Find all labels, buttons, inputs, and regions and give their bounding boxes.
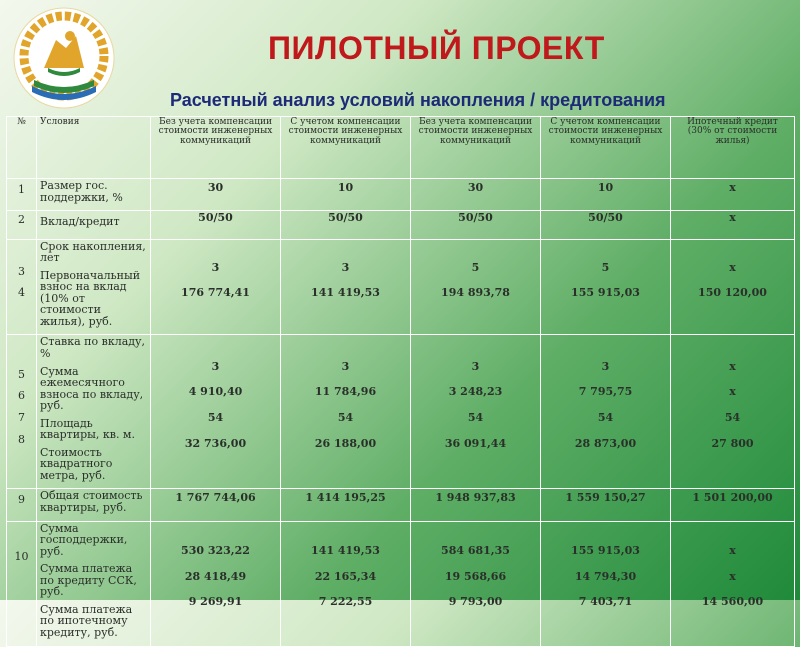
cell-value: 30 (207, 180, 224, 194)
cell-value: 3 (341, 260, 350, 274)
value-cell (281, 489, 411, 521)
value-cell (671, 179, 795, 211)
condition-label: Сумма платежа по кредиту ССК, руб. (40, 562, 137, 599)
table-row (7, 521, 795, 646)
value-cell (411, 179, 541, 211)
row-number: 5 (18, 367, 25, 381)
cell-value: 141 419,53 (311, 544, 380, 558)
cell-value: 28 873,00 (574, 436, 637, 450)
cell-value: 5 (601, 260, 610, 274)
cell-value: 54 (597, 410, 614, 424)
value-cell (541, 335, 671, 489)
cell-value: 14 560,00 (701, 595, 764, 609)
row-number: 10 (14, 550, 29, 564)
row-number: 7 (18, 410, 25, 424)
cell-value: х (729, 385, 736, 399)
cell-value: 155 915,03 (571, 286, 640, 300)
cell-value: 50/50 (328, 211, 363, 225)
row-number-cell (7, 179, 37, 211)
value-cell (541, 179, 671, 211)
condition-label: Сумма ежемесячного взноса по вкладу, руб. (40, 364, 144, 413)
row-number-cell (7, 335, 37, 489)
cell-value: 50/50 (198, 211, 233, 225)
cell-value: 3 (211, 260, 220, 274)
condition-label: Стоимость квадратного метра, руб. (40, 445, 113, 482)
table-row (7, 179, 795, 211)
cell-value: х (729, 359, 736, 373)
condition-cell (37, 239, 151, 335)
row-number-cell (7, 211, 37, 240)
cell-value: 9 793,00 (448, 595, 503, 609)
cell-value: 32 736,00 (184, 436, 247, 450)
cell-value: 194 893,78 (441, 286, 510, 300)
row-number: 3 (18, 264, 25, 278)
value-cell (281, 521, 411, 646)
condition-label: Вклад/кредит (40, 215, 120, 229)
cell-value: 50/50 (588, 211, 623, 225)
value-cell (541, 489, 671, 521)
analysis-table (6, 116, 795, 647)
value-cell (151, 489, 281, 521)
row-number: 2 (18, 213, 25, 227)
cell-value: 9 269,91 (188, 595, 243, 609)
row-number-cell (7, 489, 37, 521)
cell-value: 155 915,03 (571, 544, 640, 558)
cell-value: 584 681,35 (441, 544, 510, 558)
value-cell (281, 179, 411, 211)
cell-value: 1 767 744,06 (175, 491, 256, 505)
cell-value: 150 120,00 (698, 286, 767, 300)
cell-value: 1 501 200,00 (692, 491, 773, 505)
value-cell (671, 335, 795, 489)
value-cell (671, 211, 795, 240)
value-cell (671, 489, 795, 521)
cell-value: 141 419,53 (311, 286, 380, 300)
value-cell (151, 335, 281, 489)
condition-label: Сумма платежа по ипотечному кредиту, руб. (40, 602, 133, 639)
condition-cell (37, 335, 151, 489)
condition-cell (37, 179, 151, 211)
cell-value: 3 248,23 (448, 385, 503, 399)
cell-value: 3 (211, 359, 220, 373)
row-number: 4 (18, 286, 25, 300)
table-row (7, 211, 795, 240)
table-row (7, 489, 795, 521)
cell-value: 4 910,40 (188, 385, 243, 399)
header-cell: С учетом компенсации стоимости инженерных коммуникаций (281, 117, 411, 179)
table-row (7, 335, 795, 489)
value-cell (281, 211, 411, 240)
header-cell: Ипотечный кредит (30% от стоимости жилья) (671, 117, 795, 179)
header-cell: № (7, 117, 37, 179)
condition-label: Размер гос. поддержки, % (40, 179, 123, 204)
row-number (10, 594, 33, 606)
value-cell (281, 335, 411, 489)
row-number: 9 (18, 493, 25, 507)
row-number-cell (7, 239, 37, 335)
cell-value: 54 (207, 410, 224, 424)
page-subtitle: Расчетный анализ условий накопления / кредитования (170, 90, 666, 110)
value-cell (151, 521, 281, 646)
row-number: 6 (18, 389, 25, 403)
condition-label: Сумма господдержки, руб. (40, 521, 128, 558)
condition-cell (37, 211, 151, 240)
cell-value: 30 (467, 180, 484, 194)
condition-label: Ставка по вкладу, % (40, 335, 145, 361)
cell-value: 50/50 (458, 211, 493, 225)
row-number: 1 (18, 182, 25, 196)
value-cell (411, 489, 541, 521)
cell-value: 27 800 (711, 436, 754, 450)
cell-value: 28 418,49 (184, 569, 247, 583)
value-cell (281, 239, 411, 335)
value-cell (541, 239, 671, 335)
value-cell (411, 239, 541, 335)
cell-value: 7 403,71 (578, 595, 633, 609)
condition-cell (37, 521, 151, 646)
table-row (7, 239, 795, 335)
value-cell (671, 239, 795, 335)
row-number-cell (7, 521, 37, 646)
value-cell (151, 211, 281, 240)
cell-value: 10 (597, 180, 614, 194)
cell-value: 3 (341, 359, 350, 373)
condition-label: Общая стоимость квартиры, руб. (40, 489, 143, 515)
cell-value: х (729, 211, 736, 225)
page-title: ПИЛОТНЫЙ ПРОЕКТ (268, 30, 605, 66)
value-cell (541, 211, 671, 240)
cell-value: х (729, 569, 736, 583)
value-cell (151, 179, 281, 211)
cell-value: 54 (724, 410, 741, 424)
cell-value: 5 (471, 260, 480, 274)
cell-value: 26 188,00 (314, 436, 377, 450)
cell-value: 11 784,96 (314, 385, 377, 399)
condition-label: Площадь квартиры, кв. м. (40, 416, 135, 442)
header-cell: Без учета компенсации стоимости инженерных коммуникаций (151, 117, 281, 179)
row-number (10, 573, 33, 585)
value-cell (411, 211, 541, 240)
cell-value: 1 559 150,27 (565, 491, 646, 505)
bashkortostan-emblem-icon (12, 6, 116, 110)
cell-value: х (729, 260, 736, 274)
cell-value: 176 774,41 (181, 286, 250, 300)
cell-value: 1 414 195,25 (305, 491, 386, 505)
value-cell (411, 521, 541, 646)
cell-value: 19 568,66 (444, 569, 507, 583)
value-cell (411, 335, 541, 489)
cell-value: 7 795,75 (578, 385, 633, 399)
row-number: 8 (18, 432, 25, 446)
cell-value: 54 (467, 410, 484, 424)
cell-value: 530 323,22 (181, 544, 250, 558)
condition-label: Первоначальный взнос на вклад (10% от стоимости жилья), руб. (40, 268, 141, 328)
value-cell (671, 521, 795, 646)
cell-value: 7 222,55 (318, 595, 373, 609)
cell-value: 36 091,44 (444, 436, 507, 450)
condition-label: Срок накопления, лет (40, 239, 146, 265)
value-cell (541, 521, 671, 646)
header-cell: С учетом компенсации стоимости инженерных коммуникаций (541, 117, 671, 179)
cell-value: 3 (601, 359, 610, 373)
cell-value: 54 (337, 410, 354, 424)
cell-value: 1 948 937,83 (435, 491, 516, 505)
cell-value: 10 (337, 180, 354, 194)
cell-value: 14 794,30 (574, 569, 637, 583)
header-cell: Без учета компенсации стоимости инженерных коммуникаций (411, 117, 541, 179)
condition-cell (37, 489, 151, 521)
cell-value: х (729, 180, 736, 194)
header-cell: Условия (37, 117, 151, 179)
cell-value: х (729, 544, 736, 558)
cell-value: 22 165,34 (314, 569, 377, 583)
cell-value: 3 (471, 359, 480, 373)
value-cell (151, 239, 281, 335)
table-header-row (7, 117, 795, 179)
